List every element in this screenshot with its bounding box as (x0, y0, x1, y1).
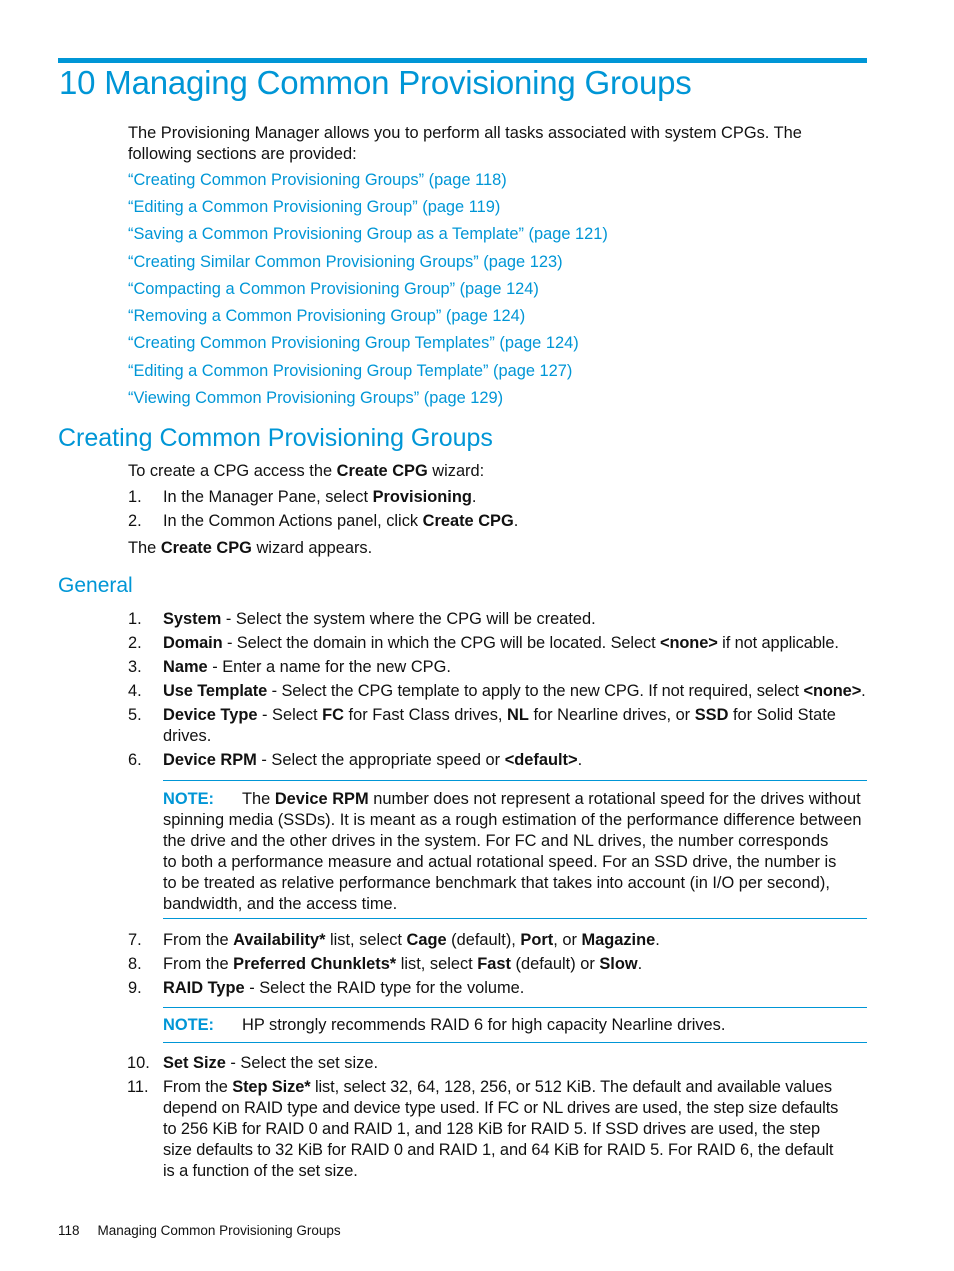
list-text (163, 633, 868, 654)
link-editing-cpg-template[interactable]: “Editing a Common Provisioning Group Template” (page 127) (128, 362, 573, 380)
item-desc: list, select (396, 955, 478, 973)
item-value: NL (507, 706, 529, 724)
note-text: HP strongly recommends RAID 6 for high capacity Nearline drives. (242, 1016, 726, 1034)
note-text: number does not represent a rotational speed for the drives without (368, 790, 861, 808)
list-item (128, 930, 868, 951)
note-body (163, 789, 867, 915)
list-item (128, 954, 868, 975)
list-text (163, 954, 868, 975)
item-desc: - Select the CPG template to apply to the new CPG. If not required, select (267, 682, 804, 700)
item-desc: list, select 32, 64, 128, 256, or 512 KiB. The default and available values (310, 1078, 832, 1096)
list-number: 9. (128, 979, 142, 997)
item-desc: (default) or (510, 955, 600, 973)
item-line: size defaults to 32 KiB for RAID 0 and RAID 1, and 64 KiB for RAID 5. For RAID 6, the default (163, 1141, 834, 1159)
list-number: 11. (127, 1078, 149, 1096)
link-removing-cpg[interactable]: “Removing a Common Provisioning Group” (page 124) (128, 307, 526, 325)
item-desc: (default), (446, 931, 521, 949)
note-body (163, 1015, 867, 1036)
item-value: SSD (694, 706, 729, 724)
list-text (163, 681, 868, 702)
item-term: System (163, 610, 222, 628)
item-line (163, 1077, 868, 1098)
list-number: 2. (128, 512, 142, 530)
step-text: In the Manager Pane, select (163, 488, 373, 506)
list-text (163, 978, 868, 999)
item-desc: From the (163, 1078, 233, 1096)
link-creating-cpg-templates[interactable]: “Creating Common Provisioning Group Templates” (page 124) (128, 334, 579, 352)
item-value: Cage (406, 931, 447, 949)
item-term: Domain (163, 634, 223, 652)
item-line: drives. (163, 727, 212, 745)
section1-intro-bold: Create CPG (336, 462, 428, 480)
note-raid6 (163, 1007, 867, 1043)
item-desc: if not applicable. (717, 634, 839, 652)
list-number: 10. (127, 1054, 150, 1072)
link-editing-cpg[interactable]: “Editing a Common Provisioning Group” (page 119) (128, 198, 501, 216)
list-item (128, 681, 868, 702)
item-desc: list, select (325, 931, 407, 949)
section-title-creating-cpgs: Creating Common Provisioning Groups (58, 424, 493, 452)
item-desc: - Select the appropriate speed or (256, 751, 505, 769)
step-suffix: . (513, 512, 519, 530)
item-desc: . (637, 955, 643, 973)
list-item (128, 750, 868, 771)
item-term: Device RPM (163, 751, 257, 769)
list-number: 5. (128, 706, 142, 724)
intro-line-2: following sections are provided: (128, 145, 357, 163)
link-saving-cpg-template[interactable]: “Saving a Common Provisioning Group as a Template” (page 121) (128, 225, 608, 243)
list-item (128, 657, 868, 678)
item-value: Fast (477, 955, 511, 973)
list-text (163, 609, 868, 630)
item-line (163, 705, 868, 726)
list-text (163, 1053, 868, 1074)
list-text (163, 705, 868, 747)
list-item (128, 511, 868, 532)
page-footer (58, 1223, 341, 1238)
step-bold: Provisioning (372, 488, 472, 506)
item-desc: From the (163, 931, 234, 949)
intro-line-1: The Provisioning Manager allows you to perform all tasks associated with system CPGs. The (128, 124, 802, 142)
item-line: is a function of the set size. (163, 1162, 358, 1180)
item-term: Preferred Chunklets* (233, 955, 397, 973)
section1-intro (128, 461, 868, 482)
step-bold: Create CPG (422, 512, 514, 530)
list-text (163, 657, 868, 678)
item-line: to 256 KiB for RAID 0 and RAID 1, and 128 KiB for RAID 5. If SSD drives are used, the step (163, 1120, 820, 1138)
item-desc: From the (163, 955, 234, 973)
section1-intro-text: To create a CPG access the (128, 462, 337, 480)
item-desc: . (655, 931, 660, 949)
item-desc: - Select the RAID type for the volume. (244, 979, 525, 997)
section-title-general: General (58, 574, 133, 597)
list-item (128, 487, 868, 508)
chapter-title: 10 Managing Common Provisioning Groups (59, 64, 692, 101)
list-text (163, 511, 868, 532)
item-desc: - Enter a name for the new CPG. (207, 658, 451, 676)
step-text: In the Common Actions panel, click (163, 512, 423, 530)
item-term: Availability* (233, 931, 326, 949)
item-line: depend on RAID type and device type used. If FC or NL drives are used, the step size defaults (163, 1099, 839, 1117)
item-desc: for Solid State (728, 706, 836, 724)
note-label: NOTE: (163, 1016, 214, 1034)
note-term: Device RPM (274, 790, 369, 808)
intro-paragraph (128, 123, 868, 165)
list-number: 2. (128, 634, 142, 652)
list-text (163, 750, 868, 771)
note-text: The (242, 790, 275, 808)
note-device-rpm (163, 780, 867, 919)
list-text (163, 487, 868, 508)
page-number: 118 (58, 1223, 80, 1238)
item-desc: - Select (257, 706, 323, 724)
note-line: the drive and the other drives in the system. For FC and NL drives, the number corresponds (163, 832, 829, 850)
item-desc: for Fast Class drives, (344, 706, 508, 724)
step-suffix: . (471, 488, 477, 506)
note-label: NOTE: (163, 790, 214, 808)
link-viewing-cpgs[interactable]: “Viewing Common Provisioning Groups” (page 129) (128, 389, 504, 407)
item-value: Magazine (581, 931, 656, 949)
list-number: 6. (128, 751, 142, 769)
item-desc: . (577, 751, 583, 769)
item-value: FC (322, 706, 344, 724)
link-compacting-cpg[interactable]: “Compacting a Common Provisioning Group” (page 124) (128, 280, 539, 298)
item-value: Slow (599, 955, 638, 973)
item-desc: - Select the domain in which the CPG will be located. Select (222, 634, 660, 652)
item-value: <none> (660, 634, 718, 652)
item-term: Device Type (163, 706, 258, 724)
list-number: 3. (128, 658, 142, 676)
item-desc: - Select the set size. (225, 1054, 378, 1072)
list-number: 4. (128, 682, 142, 700)
item-term: Set Size (163, 1054, 226, 1072)
item-term: RAID Type (163, 979, 245, 997)
list-number: 1. (128, 488, 142, 506)
list-number: 1. (128, 610, 142, 628)
list-text (163, 1077, 868, 1182)
item-desc: for Nearline drives, or (528, 706, 695, 724)
link-creating-cpgs[interactable]: “Creating Common Provisioning Groups” (page 118) (128, 171, 507, 189)
chapter-rule (58, 58, 867, 63)
after-text: The (128, 539, 161, 557)
item-desc: , or (553, 931, 582, 949)
item-value: <none> (803, 682, 862, 700)
item-term: Step Size* (232, 1078, 311, 1096)
note-line (163, 789, 867, 810)
section1-after (128, 538, 868, 559)
after-bold: Create CPG (160, 539, 252, 557)
item-value: <default> (504, 751, 578, 769)
note-line: bandwidth, and the access time. (163, 895, 398, 913)
section1-intro-suffix: wizard: (427, 462, 485, 480)
note-line: to both a performance measure and actual rotational speed. For an SSD drive, the number is (163, 853, 837, 871)
after-suffix: wizard appears. (251, 539, 373, 557)
item-desc: . (861, 682, 866, 700)
note-line: spinning media (SSDs). It is meant as a rough estimation of the performance difference between (163, 811, 862, 829)
list-item (128, 705, 868, 747)
item-term: Name (163, 658, 208, 676)
item-desc: - Select the system where the CPG will be created. (221, 610, 596, 628)
list-item (128, 1053, 868, 1074)
list-number: 8. (128, 955, 142, 973)
running-title: Managing Common Provisioning Groups (97, 1223, 341, 1238)
item-value: Port (520, 931, 554, 949)
note-line: to be treated as relative performance benchmark that takes into account (in I/O per second), (163, 874, 830, 892)
list-text (163, 930, 868, 951)
list-item (128, 1077, 868, 1182)
list-item (128, 609, 868, 630)
link-creating-similar-cpgs[interactable]: “Creating Similar Common Provisioning Groups” (page 123) (128, 253, 563, 271)
list-item (128, 978, 868, 999)
item-term: Use Template (163, 682, 268, 700)
list-number: 7. (128, 931, 142, 949)
list-item (128, 633, 868, 654)
